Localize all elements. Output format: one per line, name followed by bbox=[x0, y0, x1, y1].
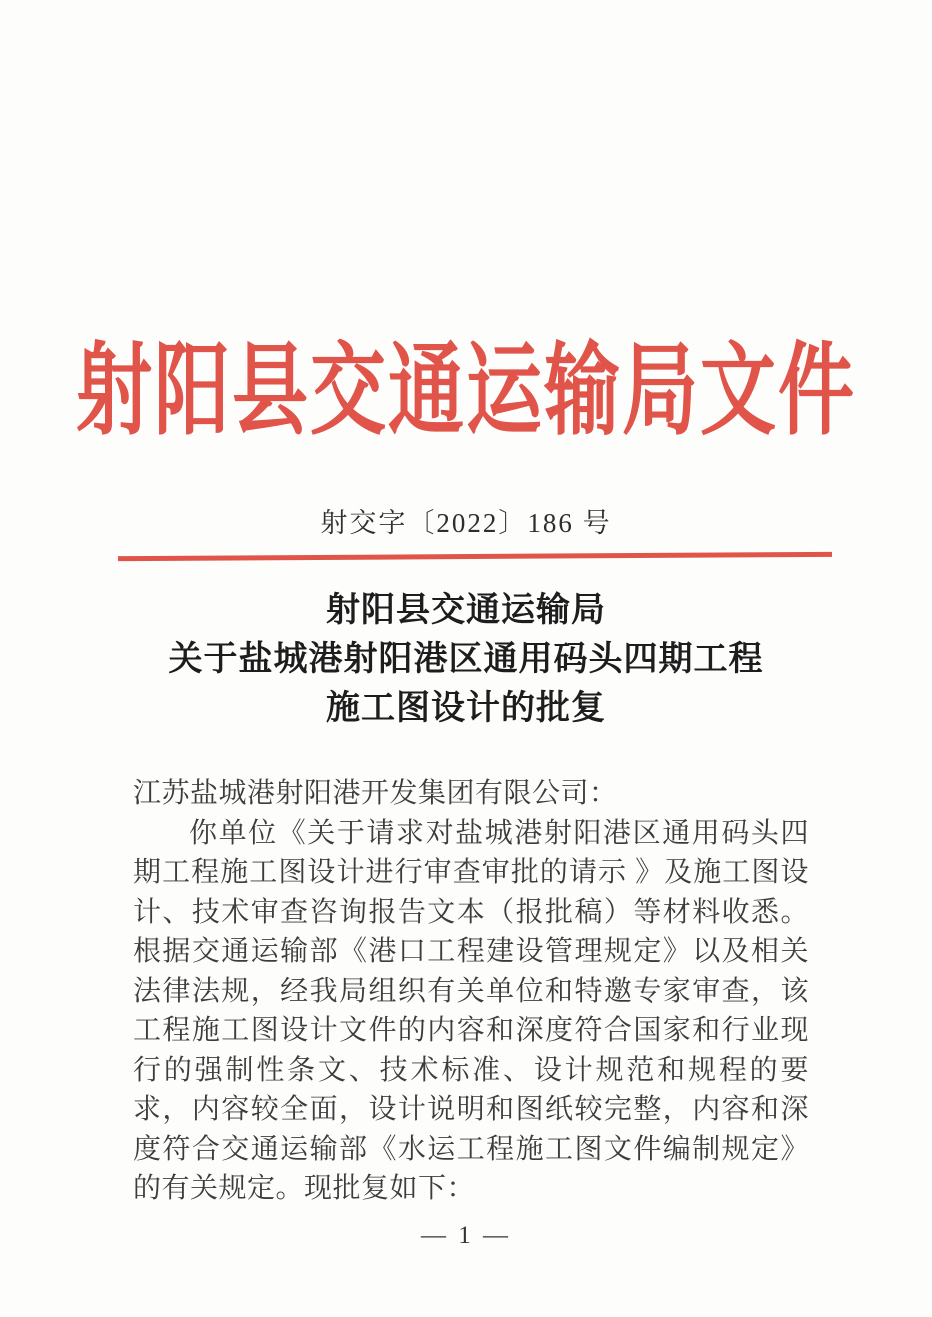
red-divider-line bbox=[118, 552, 832, 561]
document-number: 射交字〔2022〕186 号 bbox=[320, 508, 612, 538]
document-title-line-1: 射阳县交通运输局 bbox=[326, 592, 606, 629]
document-body bbox=[133, 774, 809, 1209]
salutation-line: 江苏盐城港射阳港开发集团有限公司： bbox=[133, 778, 618, 809]
masthead-title: 射阳县交通运输局文件 bbox=[76, 336, 856, 448]
document-title-line-2: 关于盐城港射阳港区通用码头四期工程 bbox=[168, 641, 764, 678]
document-title-line-3: 施工图设计的批复 bbox=[326, 690, 606, 727]
body-paragraph: 你单位《关于请求对盐城港射阳港区通用码头四期工程施工图设计进行审查审批的请示 》及施工图设计、技术审查咨询报告文本（报批稿）等材料收悉。根据交通运输部《港口工程建设管理规定》以及相关法律法规，经我局组织有关单位和特邀专家审查，该工程施工图设计文件的内容和深度符合国家和行业现行的强制性条文、技术标准、设计规范和规程的要求，内容较全面，设计说明和图纸较完整，内容和深度符合交通运输部《水运工程施工图文件编制规定》的有关规定。现批复如下： bbox=[133, 817, 809, 1204]
document-title bbox=[66, 586, 866, 733]
page-number: — 1 — bbox=[421, 1222, 511, 1249]
